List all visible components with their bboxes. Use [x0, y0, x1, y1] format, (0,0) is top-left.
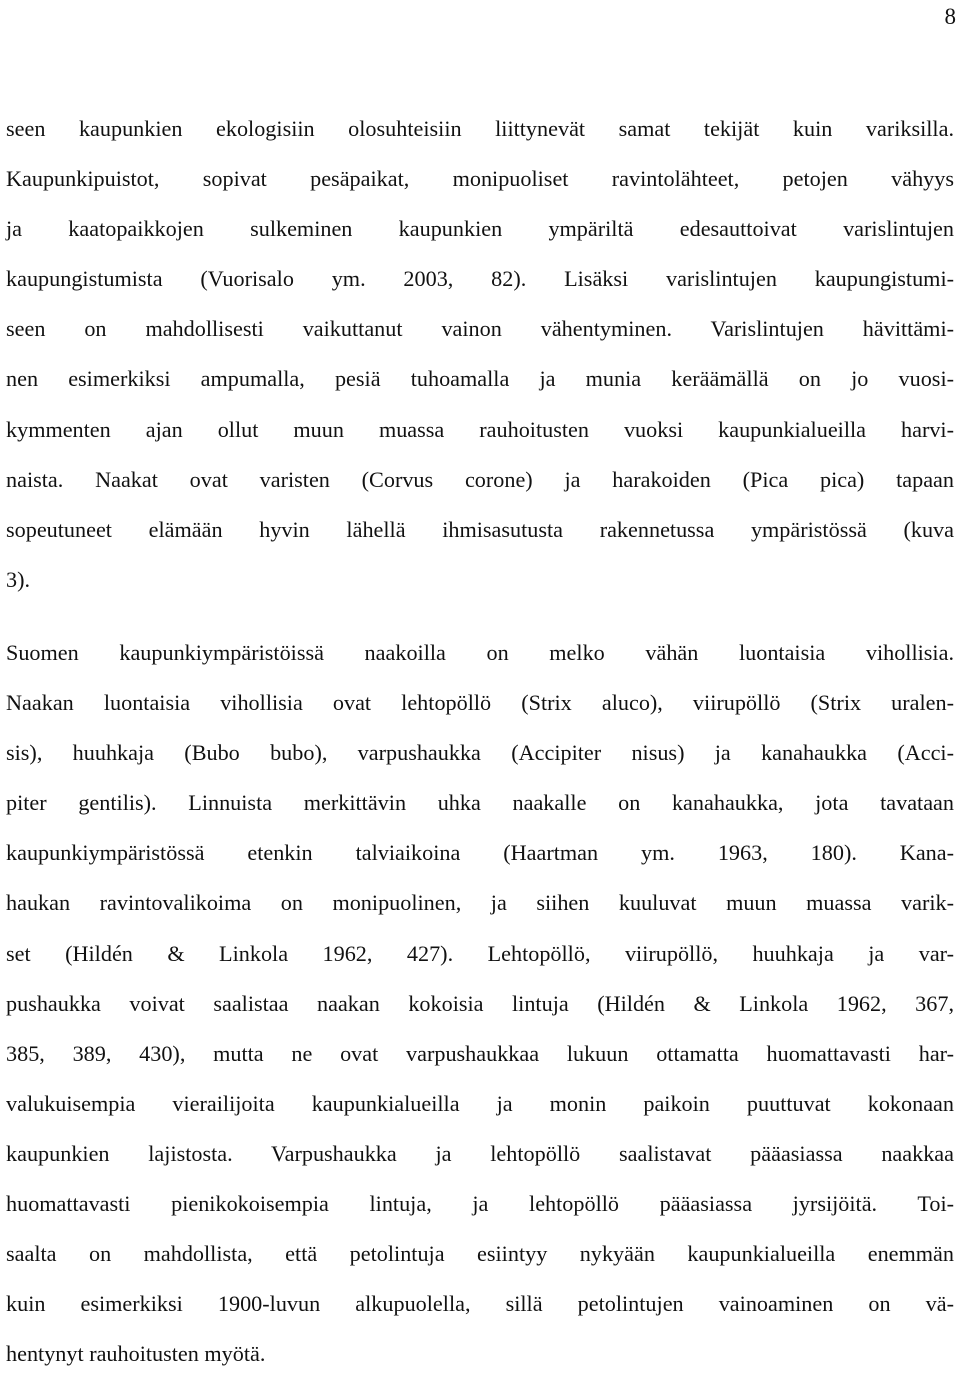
- text-line: valukuisempia vierailijoita kaupunkialueilla ja monin paikoin puuttuvat kokonaan: [6, 1090, 954, 1116]
- text-line: Kaupunkipuistot, sopivat pesäpaikat, monipuoliset ravintolähteet, petojen vähyys: [6, 166, 954, 192]
- text-line: naista. Naakat ovat varisten (Corvus corone) ja harakoiden (Pica pica) tapaan: [6, 466, 954, 492]
- text-line: kaupunkien lajistosta. Varpushaukka ja lehtopöllö saalistavat pääasiassa naakkaa: [6, 1140, 954, 1166]
- text-line: Suomen kaupunkiympäristöissä naakoilla on melko vähän luontaisia vihollisia.: [6, 640, 954, 665]
- text-line: kuin esimerkiksi 1900-luvun alkupuolella, sillä petolintujen vainoaminen on vä-: [6, 1291, 954, 1317]
- text-line: pushaukka voivat saalistaa naakan kokoisia lintuja (Hildén & Linkola 1962, 367,: [6, 990, 954, 1016]
- text-line: ja kaatopaikkojen sulkeminen kaupunkien ympäriltä edesauttoivat varislintujen: [6, 216, 954, 242]
- text-line: huomattavasti pienikokoisempia lintuja, ja lehtopöllö pääasiassa jyrsijöitä. Toi-: [6, 1191, 954, 1217]
- text-line: 385, 389, 430), mutta ne ovat varpushaukkaa lukuun ottamatta huomattavasti har-: [6, 1040, 954, 1066]
- text-line: set (Hildén & Linkola 1962, 427). Lehtopöllö, viirupöllö, huuhkaja ja var-: [6, 940, 954, 966]
- paragraph: [6, 628, 954, 1379]
- text-line: kymmenten ajan ollut muun muassa rauhoitusten vuoksi kaupunkialueilla harvi-: [6, 416, 954, 442]
- text-line: sopeutuneet elämään hyvin lähellä ihmisasutusta rakennetussa ympäristössä (kuva: [6, 516, 954, 542]
- text-line: haukan ravintovalikoima on monipuolinen, ja siihen kuuluvat muun muassa varik-: [6, 890, 954, 916]
- text-line: piter gentilis). Linnuista merkittävin uhka naakalle on kanahaukka, jota tavataan: [6, 790, 954, 816]
- text-line: 3).: [6, 566, 31, 592]
- text-line: sis), huuhkaja (Bubo bubo), varpushaukka (Accipiter nisus) ja kanahaukka (Acci-: [6, 740, 954, 766]
- text-line: seen kaupunkien ekologisiin olosuhteisiin liittynevät samat tekijät kuin variksilla.: [6, 116, 954, 141]
- text-line: saalta on mahdollista, että petolintuja esiintyy nykyään kaupunkialueilla enemmän: [6, 1241, 954, 1267]
- text-line: kaupungistumista (Vuorisalo ym. 2003, 82). Lisäksi varislintujen kaupungistumi-: [6, 266, 954, 292]
- text-line: Naakan luontaisia vihollisia ovat lehtopöllö (Strix aluco), viirupöllö (Strix uralen-: [6, 690, 954, 716]
- text-line: hentynyt rauhoitusten myötä.: [6, 1341, 266, 1367]
- text-line: nen esimerkiksi ampumalla, pesiä tuhoamalla ja munia keräämällä on jo vuosi-: [6, 366, 954, 392]
- page-number: 8: [944, 4, 956, 29]
- paragraph: [6, 104, 954, 605]
- text-line: kaupunkiympäristössä etenkin talviaikoina (Haartman ym. 1963, 180). Kana-: [6, 840, 954, 866]
- text-line: seen on mahdollisesti vaikuttanut vainon vähentyminen. Varislintujen hävittämi-: [6, 316, 954, 342]
